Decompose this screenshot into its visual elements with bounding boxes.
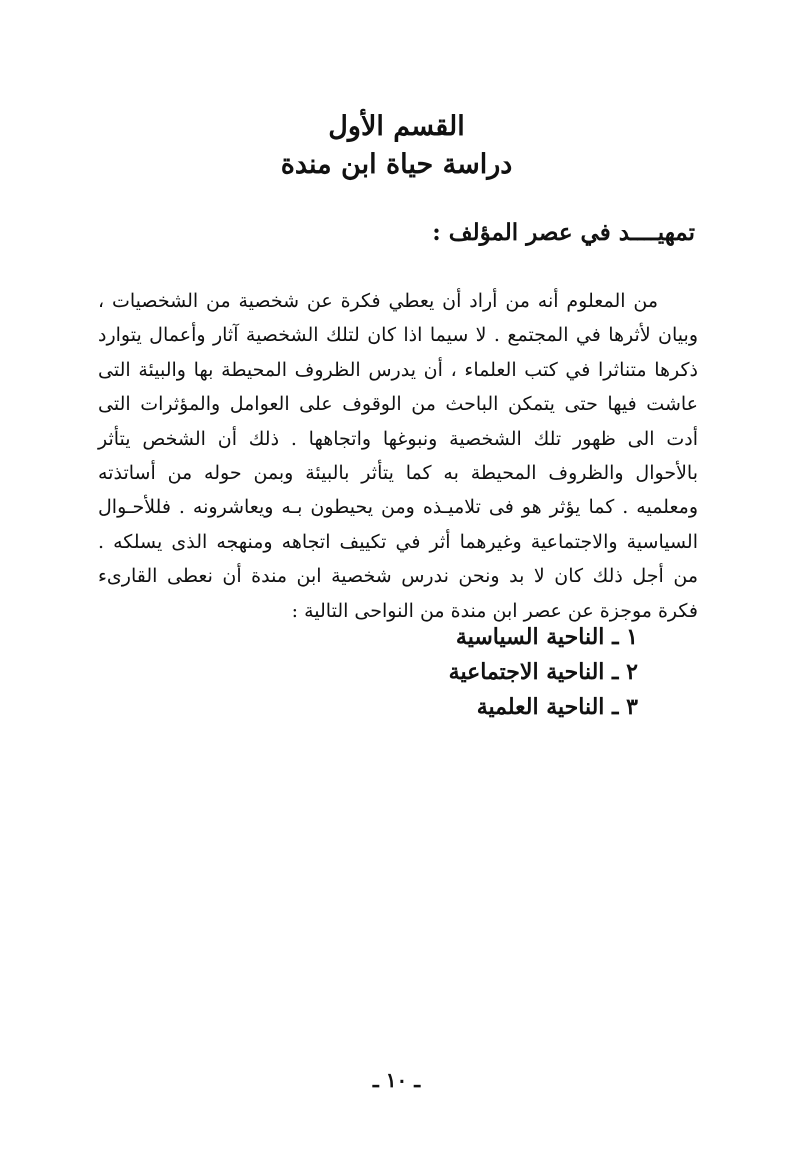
part-subtitle: دراسة حياة ابن مندة bbox=[280, 149, 513, 180]
paragraph-text: من المعلوم أنه من أراد أن يعطي فكرة عن شخصية من الشخصيات ، وبيان لأثرها في المجتمع . لا سيما اذا كان لتلك الشخصية آثار وأعمال يتوارد ذكرها متناثرا في كتب العلماء ، أن يدرس الظروف المحيطة بها والبيئة التى عاشت فيها حتى يتمكن الباحث من الوقوف على العوامل والمؤثرات التى أدت الى ظهور تلك الشخصية ونبوغها واتجاهها . ذلك أن الشخص يتأثر بالأحوال والظروف المحيطة به كما يتأثر بالبيئة وبمن حوله من أساتذته ومعلميه . كما يؤثر هو فى تلاميـذه ومن يحيطون بـه ويعاشرونه . فللأحـوال السياسية والاجتماعية وغيرهما أثر في تكييف اتجاهه ومنهجه الذى يسلكه . من أجل ذلك كان لا بد ونحن ندرس شخصية ابن مندة أن نعطى القارىء فكرة موجزة عن عصر ابن مندة من النواحى التالية : bbox=[98, 290, 698, 622]
title-block bbox=[0, 108, 793, 184]
list-item: ١ ـ الناحية السياسية bbox=[455, 624, 638, 650]
part-title: القسم الأول bbox=[328, 111, 465, 142]
list-item: ٣ ـ الناحية العلمية bbox=[476, 694, 638, 720]
section-heading: تمهيــــد في عصر المؤلف : bbox=[432, 219, 695, 246]
aspects-list bbox=[449, 620, 638, 725]
page-number: ـ ١٠ ـ bbox=[372, 1068, 421, 1092]
body-paragraph bbox=[98, 284, 698, 628]
list-item: ٢ ـ الناحية الاجتماعية bbox=[448, 659, 638, 685]
